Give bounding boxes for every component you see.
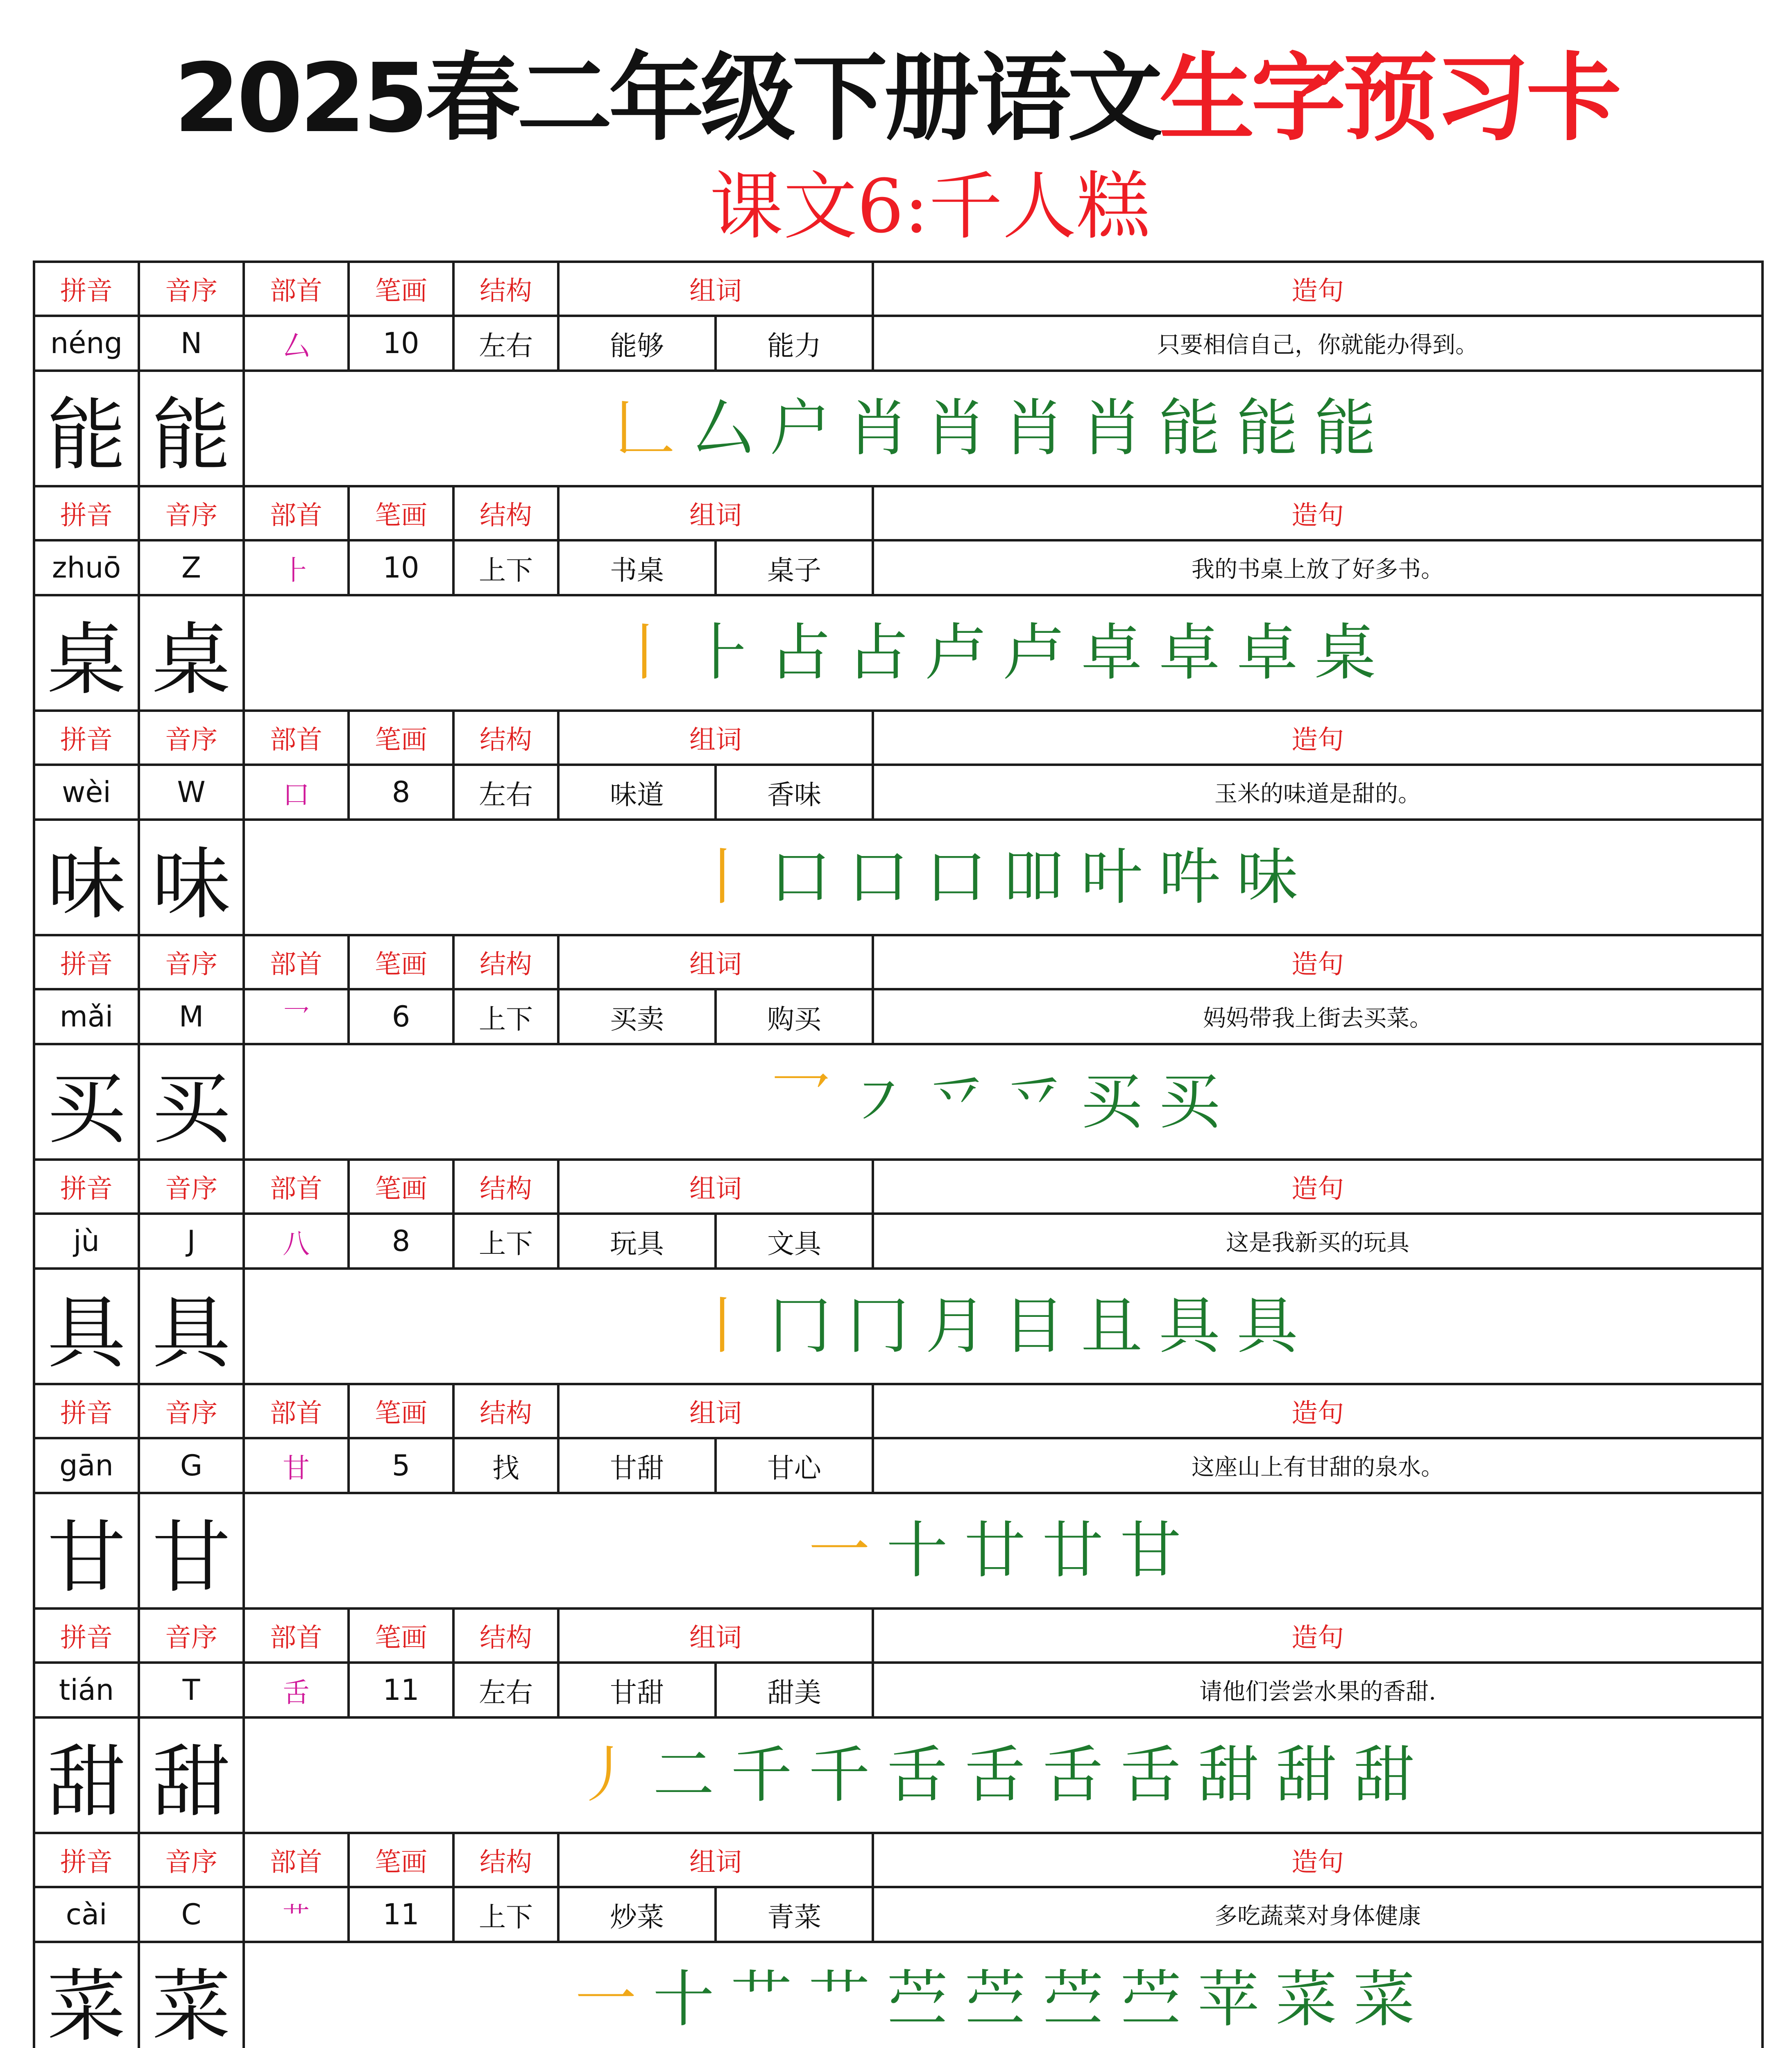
stroke-step: 味	[1237, 842, 1298, 913]
header-sentence: 造句	[873, 711, 1763, 765]
header-pinyin: 拼音	[34, 1160, 139, 1214]
header-order: 音序	[139, 935, 244, 989]
pinyin-cell: jù	[34, 1214, 139, 1269]
radical-cell: 甘	[244, 1438, 349, 1493]
stroke-step: 菜	[1353, 1964, 1415, 2035]
title-main: 2025春二年级下册语文	[174, 43, 1160, 154]
stroke-step: 买	[1081, 1066, 1143, 1137]
title-highlight: 生字预习卡	[1159, 43, 1618, 154]
character-cell: 甜	[34, 1717, 139, 1833]
stroke-order-cell	[244, 1942, 1763, 2048]
stroke-step: 甘	[1120, 1515, 1182, 1586]
header-structure: 结构	[453, 1608, 558, 1663]
order-cell: G	[139, 1438, 244, 1493]
stroke-step: 冂	[769, 1291, 831, 1362]
stroke-step: 吅	[1003, 842, 1065, 913]
sentence-cell: 这是我新买的玩具	[873, 1214, 1763, 1269]
header-radical: 部首	[244, 935, 349, 989]
header-pinyin: 拼音	[34, 1384, 139, 1438]
stroke-step: 占	[769, 617, 831, 689]
stroke-count-cell: 11	[349, 1887, 453, 1942]
character-row	[34, 1717, 1763, 1833]
stroke-step: 千	[730, 1740, 792, 1811]
header-row	[34, 1608, 1763, 1663]
character-copy-cell: 具	[139, 1269, 244, 1384]
stroke-step: 舌	[886, 1740, 948, 1811]
header-row	[34, 262, 1763, 316]
pinyin-cell: zhuō	[34, 540, 139, 595]
word-cell-2: 青菜	[716, 1887, 873, 1942]
stroke-step: 苎	[886, 1964, 948, 2035]
header-radical: 部首	[244, 1608, 349, 1663]
stroke-count-cell: 5	[349, 1438, 453, 1493]
stroke-step: 一	[808, 1515, 870, 1586]
pinyin-cell: gān	[34, 1438, 139, 1493]
header-words: 组词	[558, 711, 873, 765]
radical-cell: ⺊	[244, 540, 349, 595]
stroke-step: 苎	[1042, 1964, 1104, 2035]
pinyin-cell: wèi	[34, 765, 139, 820]
header-pinyin: 拼音	[34, 711, 139, 765]
stroke-count-cell: 6	[349, 989, 453, 1044]
structure-cell: 上下	[453, 540, 558, 595]
stroke-count-cell: 10	[349, 316, 453, 371]
header-structure: 结构	[453, 1833, 558, 1887]
stroke-step: 目	[1003, 1291, 1065, 1362]
header-sentence: 造句	[873, 1384, 1763, 1438]
stroke-step: 具	[1159, 1291, 1221, 1362]
stroke-step: 肖	[925, 393, 987, 464]
header-order: 音序	[139, 262, 244, 316]
word-cell-2: 文具	[716, 1214, 873, 1269]
stroke-step: 能	[1159, 393, 1221, 464]
character-cell: 买	[34, 1044, 139, 1160]
order-cell: N	[139, 316, 244, 371]
stroke-step: 丨	[614, 617, 675, 689]
stroke-order-cell	[244, 1269, 1763, 1384]
radical-cell: 口	[244, 765, 349, 820]
radical-cell: 乛	[244, 989, 349, 1044]
header-structure: 结构	[453, 486, 558, 540]
stroke-step: 艹	[808, 1964, 870, 2035]
stroke-step: 月	[925, 1291, 987, 1362]
info-row	[34, 989, 1763, 1044]
stroke-step: 丨	[691, 1291, 753, 1362]
header-words: 组词	[558, 1160, 873, 1214]
header-structure: 结构	[453, 262, 558, 316]
stroke-count-cell: 8	[349, 765, 453, 820]
character-cell: 菜	[34, 1942, 139, 2048]
stroke-step: 廿	[1042, 1515, 1104, 1586]
info-row	[34, 1887, 1763, 1942]
header-order: 音序	[139, 711, 244, 765]
stroke-order-cell	[244, 1044, 1763, 1160]
header-strokes: 笔画	[349, 935, 453, 989]
character-card-table	[33, 261, 1764, 2048]
stroke-step: 苹	[1198, 1964, 1260, 2035]
stroke-step: 吽	[1159, 842, 1221, 913]
character-copy-cell: 甘	[139, 1493, 244, 1608]
header-words: 组词	[558, 262, 873, 316]
structure-cell: 左右	[453, 316, 558, 371]
info-row	[34, 1214, 1763, 1269]
stroke-step: 舌	[1042, 1740, 1104, 1811]
stroke-count-cell: 8	[349, 1214, 453, 1269]
header-order: 音序	[139, 486, 244, 540]
sentence-cell: 请他们尝尝水果的香甜.	[873, 1663, 1763, 1717]
order-cell: Z	[139, 540, 244, 595]
header-row	[34, 1833, 1763, 1887]
header-sentence: 造句	[873, 486, 1763, 540]
character-row	[34, 1942, 1763, 2048]
stroke-order-cell	[244, 371, 1763, 486]
stroke-step: 十	[652, 1964, 714, 2035]
stroke-step: 叶	[1081, 842, 1143, 913]
stroke-step: 卓	[1237, 617, 1298, 689]
stroke-step: 𠃊	[614, 393, 675, 464]
stroke-order-cell	[244, 1717, 1763, 1833]
header-words: 组词	[558, 1608, 873, 1663]
stroke-step: 十	[886, 1515, 948, 1586]
word-cell-2: 香味	[716, 765, 873, 820]
stroke-step: 乊	[1003, 1066, 1065, 1137]
header-radical: 部首	[244, 1384, 349, 1438]
word-cell-1: 玩具	[558, 1214, 716, 1269]
stroke-step: ⺊	[691, 617, 753, 689]
header-row	[34, 486, 1763, 540]
header-strokes: 笔画	[349, 711, 453, 765]
header-order: 音序	[139, 1608, 244, 1663]
character-row	[34, 1044, 1763, 1160]
stroke-step: 舌	[964, 1740, 1026, 1811]
word-cell-1: 书桌	[558, 540, 716, 595]
sentence-cell: 这座山上有甘甜的泉水。	[873, 1438, 1763, 1493]
character-cell: 能	[34, 371, 139, 486]
header-structure: 结构	[453, 1160, 558, 1214]
stroke-step: 卓	[1081, 617, 1143, 689]
radical-cell: 八	[244, 1214, 349, 1269]
stroke-step: 口	[769, 842, 831, 913]
stroke-step: 口	[925, 842, 987, 913]
stroke-step: 丨	[691, 842, 753, 913]
stroke-step: 二	[652, 1740, 714, 1811]
header-strokes: 笔画	[349, 1160, 453, 1214]
character-cell: 味	[34, 820, 139, 935]
word-cell-1: 买卖	[558, 989, 716, 1044]
stroke-step: 肖	[847, 393, 909, 464]
header-words: 组词	[558, 1833, 873, 1887]
header-strokes: 笔画	[349, 486, 453, 540]
stroke-step: 廿	[964, 1515, 1026, 1586]
header-order: 音序	[139, 1160, 244, 1214]
header-radical: 部首	[244, 711, 349, 765]
stroke-step: ㇇	[847, 1066, 909, 1137]
character-row	[34, 1269, 1763, 1384]
pinyin-cell: néng	[34, 316, 139, 371]
stroke-order-cell	[244, 595, 1763, 711]
header-sentence: 造句	[873, 1833, 1763, 1887]
radical-cell: 厶	[244, 316, 349, 371]
stroke-count-cell: 11	[349, 1663, 453, 1717]
header-pinyin: 拼音	[34, 935, 139, 989]
header-strokes: 笔画	[349, 262, 453, 316]
header-sentence: 造句	[873, 1608, 1763, 1663]
word-cell-2: 购买	[716, 989, 873, 1044]
structure-cell: 上下	[453, 1887, 558, 1942]
pinyin-cell: tián	[34, 1663, 139, 1717]
stroke-step: 卢	[1003, 617, 1065, 689]
stroke-step: 卓	[1159, 617, 1221, 689]
header-radical: 部首	[244, 486, 349, 540]
header-order: 音序	[139, 1384, 244, 1438]
stroke-step: 乊	[925, 1066, 987, 1137]
stroke-step: 户	[769, 393, 831, 464]
header-row	[34, 1160, 1763, 1214]
pinyin-cell: cài	[34, 1887, 139, 1942]
header-row	[34, 935, 1763, 989]
header-strokes: 笔画	[349, 1384, 453, 1438]
info-row	[34, 1438, 1763, 1493]
stroke-step: 艹	[730, 1964, 792, 2035]
header-sentence: 造句	[873, 1160, 1763, 1214]
header-pinyin: 拼音	[34, 1608, 139, 1663]
word-cell-1: 能够	[558, 316, 716, 371]
order-cell: C	[139, 1887, 244, 1942]
character-copy-cell: 甜	[139, 1717, 244, 1833]
stroke-step: 桌	[1314, 617, 1376, 689]
stroke-step: 甜	[1275, 1740, 1337, 1811]
stroke-step: 舌	[1120, 1740, 1182, 1811]
stroke-step: 千	[808, 1740, 870, 1811]
word-cell-1: 炒菜	[558, 1887, 716, 1942]
header-radical: 部首	[244, 1833, 349, 1887]
stroke-step: 甜	[1353, 1740, 1415, 1811]
header-radical: 部首	[244, 262, 349, 316]
character-copy-cell: 味	[139, 820, 244, 935]
word-cell-1: 甘甜	[558, 1438, 716, 1493]
page-title	[0, 37, 1792, 160]
stroke-step: 菜	[1275, 1964, 1337, 2035]
stroke-step: 肖	[1081, 393, 1143, 464]
stroke-step: 具	[1237, 1291, 1298, 1362]
header-structure: 结构	[453, 711, 558, 765]
stroke-step: 苎	[964, 1964, 1026, 2035]
header-sentence: 造句	[873, 262, 1763, 316]
sentence-cell: 妈妈带我上街去买菜。	[873, 989, 1763, 1044]
stroke-step: 占	[847, 617, 909, 689]
stroke-step: 乛	[769, 1066, 831, 1137]
stroke-step: 且	[1081, 1291, 1143, 1362]
stroke-step: 冂	[847, 1291, 909, 1362]
structure-cell: 找	[453, 1438, 558, 1493]
header-words: 组词	[558, 935, 873, 989]
header-radical: 部首	[244, 1160, 349, 1214]
header-structure: 结构	[453, 1384, 558, 1438]
sentence-cell: 我的书桌上放了好多书。	[873, 540, 1763, 595]
word-cell-2: 甜美	[716, 1663, 873, 1717]
word-cell-1: 味道	[558, 765, 716, 820]
info-row	[34, 1663, 1763, 1717]
header-row	[34, 1384, 1763, 1438]
structure-cell: 左右	[453, 765, 558, 820]
character-copy-cell: 买	[139, 1044, 244, 1160]
radical-cell: 舌	[244, 1663, 349, 1717]
character-row	[34, 1493, 1763, 1608]
character-copy-cell: 能	[139, 371, 244, 486]
structure-cell: 上下	[453, 989, 558, 1044]
header-words: 组词	[558, 1384, 873, 1438]
radical-cell: 艹	[244, 1887, 349, 1942]
header-strokes: 笔画	[349, 1833, 453, 1887]
header-pinyin: 拼音	[34, 1833, 139, 1887]
info-row	[34, 765, 1763, 820]
sentence-cell: 只要相信自己，你就能办得到。	[873, 316, 1763, 371]
stroke-order-cell	[244, 1493, 1763, 1608]
info-row	[34, 316, 1763, 371]
sentence-cell: 多吃蔬菜对身体健康	[873, 1887, 1763, 1942]
stroke-step: 厶	[691, 393, 753, 464]
stroke-step: 能	[1314, 393, 1376, 464]
header-pinyin: 拼音	[34, 262, 139, 316]
header-order: 音序	[139, 1833, 244, 1887]
stroke-step: 一	[575, 1964, 637, 2035]
info-row	[34, 540, 1763, 595]
stroke-step: 丿	[575, 1740, 637, 1811]
character-cell: 桌	[34, 595, 139, 711]
word-cell-2: 甘心	[716, 1438, 873, 1493]
header-sentence: 造句	[873, 935, 1763, 989]
stroke-step: 口	[847, 842, 909, 913]
header-strokes: 笔画	[349, 1608, 453, 1663]
header-pinyin: 拼音	[34, 486, 139, 540]
character-row	[34, 820, 1763, 935]
stroke-step: 苎	[1120, 1964, 1182, 2035]
lesson-subtitle: 课文6:千人糕	[709, 164, 1150, 249]
stroke-count-cell: 10	[349, 540, 453, 595]
character-cell: 甘	[34, 1493, 139, 1608]
stroke-step: 肖	[1003, 393, 1065, 464]
character-copy-cell: 桌	[139, 595, 244, 711]
order-cell: J	[139, 1214, 244, 1269]
word-cell-2: 桌子	[716, 540, 873, 595]
character-row	[34, 595, 1763, 711]
stroke-order-cell	[244, 820, 1763, 935]
header-structure: 结构	[453, 935, 558, 989]
order-cell: T	[139, 1663, 244, 1717]
character-cell: 具	[34, 1269, 139, 1384]
stroke-step: 甜	[1198, 1740, 1260, 1811]
header-words: 组词	[558, 486, 873, 540]
stroke-step: 能	[1237, 393, 1298, 464]
sentence-cell: 玉米的味道是甜的。	[873, 765, 1763, 820]
word-cell-2: 能力	[716, 316, 873, 371]
character-row	[34, 371, 1763, 486]
stroke-step: 买	[1159, 1066, 1221, 1137]
stroke-step: 卢	[925, 617, 987, 689]
order-cell: M	[139, 989, 244, 1044]
header-row	[34, 711, 1763, 765]
word-cell-1: 甘甜	[558, 1663, 716, 1717]
structure-cell: 左右	[453, 1663, 558, 1717]
structure-cell: 上下	[453, 1214, 558, 1269]
pinyin-cell: mǎi	[34, 989, 139, 1044]
character-copy-cell: 菜	[139, 1942, 244, 2048]
order-cell: W	[139, 765, 244, 820]
